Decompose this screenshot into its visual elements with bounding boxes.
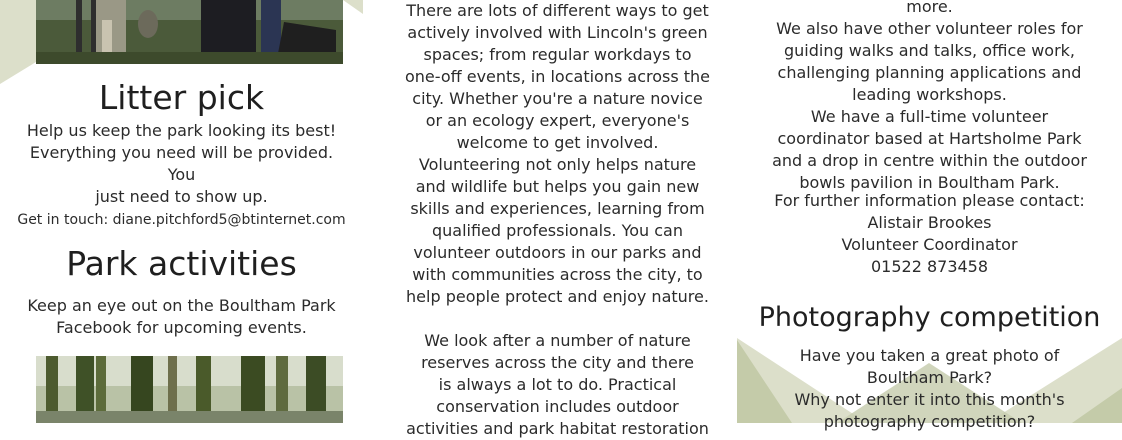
text-line: Why not enter it into this month's — [794, 390, 1065, 409]
text-line: coordinator based at Hartsholme Park — [777, 129, 1082, 148]
photography-competition-title: Photography competition — [758, 302, 1101, 333]
text-line: Volunteering not only helps nature — [418, 155, 697, 174]
left-panel — [0, 0, 363, 423]
text-line: and a drop in centre within the outdoor — [772, 151, 1087, 170]
text-line: Alistair Brookes — [867, 213, 992, 232]
text-line: one-off events, in locations across the — [404, 67, 711, 86]
middle-panel — [385, 0, 730, 438]
text-line: or an ecology expert, everyone's — [425, 111, 690, 130]
text-line: city. Whether you're a nature novice — [412, 89, 703, 108]
park-activities-title: Park activities — [66, 244, 297, 283]
text-line: leading workshops. — [852, 85, 1007, 104]
text-line: guiding walks and talks, office work, — [783, 41, 1076, 60]
text-line: is always a lot to do. Practical — [438, 375, 677, 394]
litter-contact: Get in touch: diane.pitchford5@btinternet.com — [17, 212, 346, 228]
text-line: photography competition? — [823, 412, 1036, 431]
volunteering-body-text — [385, 0, 730, 440]
text-line: activities and park habitat restoration — [406, 419, 709, 438]
litter-pick-title: Litter pick — [98, 78, 265, 117]
text-line: Everything you need will be provided. — [29, 143, 334, 162]
text-line — [385, 308, 730, 330]
text-line: For further information please contact: — [774, 191, 1085, 210]
text-line: just need to show up. — [95, 187, 268, 206]
text-line: qualified professionals. You can — [431, 221, 683, 240]
park-activities-text — [0, 295, 363, 339]
text-line: reserves across the city and there — [421, 353, 694, 372]
text-line: more. — [906, 0, 953, 16]
text-line: You — [167, 165, 196, 184]
text-line: conservation includes outdoor — [436, 397, 679, 416]
right-panel — [737, 0, 1122, 431]
park-woodland-photo — [36, 356, 343, 423]
text-line: There are lots of different ways to get — [406, 1, 709, 20]
text-line: Keep an eye out on the Boultham Park — [27, 296, 336, 315]
text-line: help people protect and enjoy nature. — [406, 287, 709, 306]
text-line: bowls pavilion in Boultham Park. — [799, 173, 1060, 192]
text-line: challenging planning applications and — [777, 63, 1082, 82]
text-line: actively involved with Lincoln's green — [407, 23, 708, 42]
text-line: Facebook for upcoming events. — [56, 318, 307, 337]
text-line: We have a full-time volunteer — [810, 107, 1049, 126]
litter-pick-photo — [36, 0, 343, 64]
text-line: and wildlife but helps you gain new — [415, 177, 700, 196]
text-line: with communities across the city, to — [412, 265, 703, 284]
volunteer-roles-text — [737, 0, 1122, 194]
text-line: 01522 873458 — [870, 257, 989, 276]
text-line: We also have other volunteer roles for — [776, 19, 1083, 38]
text-line: Volunteer Coordinator — [841, 235, 1018, 254]
text-line: Have you taken a great photo of — [799, 346, 1060, 365]
text-line: volunteer outdoors in our parks and — [413, 243, 702, 262]
text-line: spaces; from regular workdays to — [423, 45, 692, 64]
contact-details-text — [737, 190, 1122, 278]
text-line: skills and experiences, learning from — [410, 199, 705, 218]
photography-competition-text — [737, 345, 1122, 433]
litter-pick-text — [0, 120, 363, 208]
text-line: Boultham Park? — [866, 368, 993, 387]
text-line: Help us keep the park looking its best! — [26, 121, 337, 140]
text-line: We look after a number of nature — [424, 331, 691, 350]
text-line: welcome to get involved. — [456, 133, 659, 152]
